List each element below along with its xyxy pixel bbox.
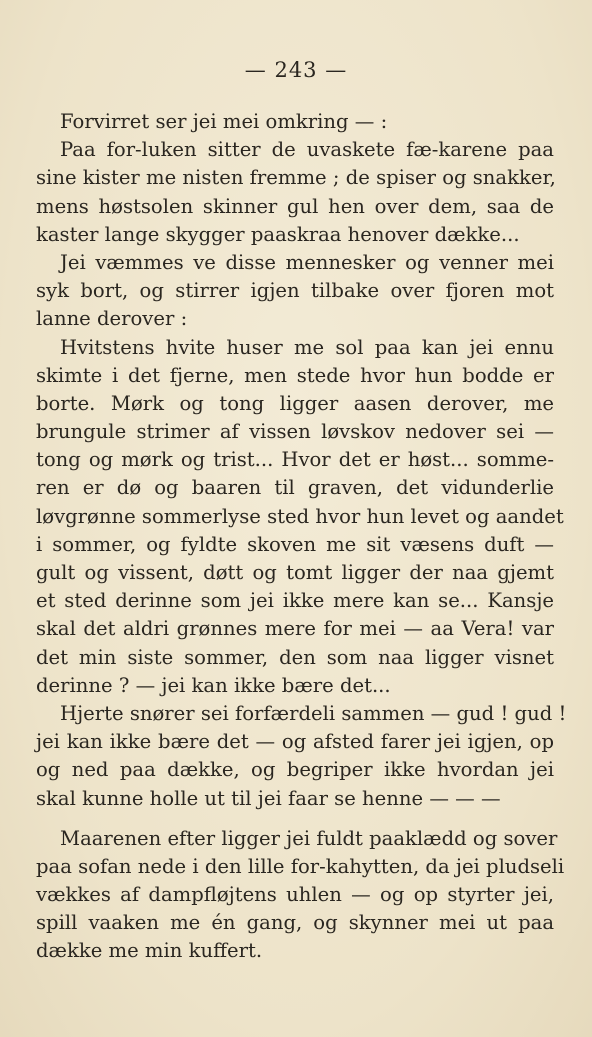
text-line: Hvitstens hvite huser me sol paa kan jei ennu xyxy=(60,335,554,359)
text-line: ren er dø og baaren til graven, det vidunderlie xyxy=(36,476,554,500)
text-line: lanne derover : xyxy=(36,307,188,331)
text-line: og ned paa dække, og begriper ikke hvordan jei xyxy=(36,758,554,782)
body-text xyxy=(36,108,567,966)
text-line: i sommer, og fyldte skoven me sit væsens duft — xyxy=(36,532,554,556)
text-line: Hjerte snører sei forfærdeli sammen — gud ! gud ! xyxy=(60,701,567,725)
text-line: kaster lange skygger paaskraa henover dække... xyxy=(36,222,520,246)
text-line: syk bort, og stirrer igjen tilbake over fjoren mot xyxy=(36,279,554,303)
paragraph-gap xyxy=(36,813,554,825)
text-line: brungule strimer af vissen løvskov nedover sei — xyxy=(36,420,554,444)
text-line: jei kan ikke bære det — og afsted farer jei igjen, op xyxy=(36,730,554,754)
text-line: paa sofan nede i den lille for-kahytten, da jei pludseli xyxy=(36,854,565,878)
text-line: et sted derinne som jei ikke mere kan se... Kansje xyxy=(36,589,554,613)
text-line: dække me min kuffert. xyxy=(36,939,263,963)
text-line: skimte i det fjerne, men stede hvor hun bodde er xyxy=(36,363,554,387)
text-line: mens høstsolen skinner gul hen over dem, saa de xyxy=(36,194,554,218)
text-line: borte. Mørk og tong ligger aasen derover, me xyxy=(36,391,554,415)
text-line: derinne ? — jei kan ikke bære det... xyxy=(36,673,391,697)
page-number: — 243 — xyxy=(244,58,348,82)
text-line: Jei væmmes ve disse mennesker og venner mei xyxy=(60,250,554,274)
text-line: sine kister me nisten fremme ; de spiser og snakker, xyxy=(36,166,556,190)
text-line: Forvirret ser jei mei omkring — : xyxy=(60,110,388,133)
text-line: vækkes af dampfløjtens uhlen — og op styrter jei, xyxy=(36,883,554,907)
text-line: det min siste sommer, den som naa ligger visnet xyxy=(36,645,554,669)
text-line: tong og mørk og trist... Hvor det er høst... somme- xyxy=(36,448,554,472)
text-line: gult og vissent, døtt og tomt ligger der naa gjemt xyxy=(36,561,554,584)
text-line: løvgrønne sommerlyse sted hvor hun levet og aandet xyxy=(36,504,564,528)
text-line: Paa for-luken sitter de uvaskete fæ-karene paa xyxy=(60,138,554,162)
text-line: Maarenen efter ligger jei fuldt paaklædd og sover xyxy=(60,826,558,850)
text-line: skal det aldri grønnes mere for mei — aa Vera! var xyxy=(36,617,554,641)
text-line: spill vaaken me én gang, og skynner mei ut paa xyxy=(36,911,554,935)
text-line: skal kunne holle ut til jei faar se henne — — — xyxy=(36,786,501,810)
